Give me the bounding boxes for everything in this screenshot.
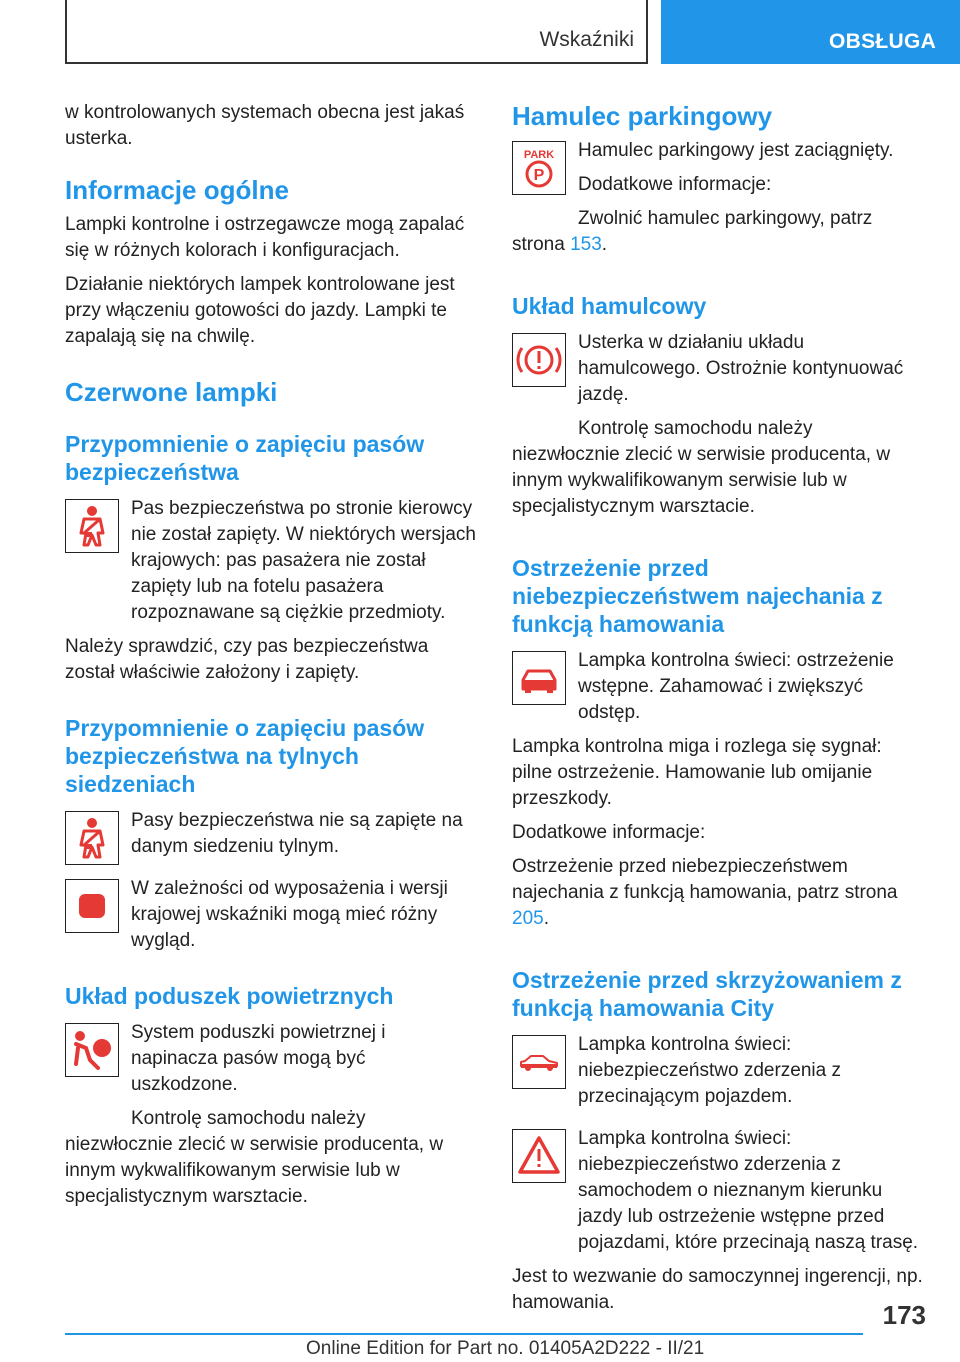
rear-seatbelt-icon — [65, 811, 119, 865]
airbag-block — [65, 1020, 477, 1098]
crossing-block-1 — [512, 1032, 924, 1110]
crossing-text-2: Lampka kontrolna świeci: niebezpieczeństwo zderzenia z samochodem o nieznanym kierunku jazdy lub ostrzeżenie wstępne przed pojazdami, które przecinają naszą trasę. — [578, 1128, 919, 1253]
rear-seatbelt-text-2: W zależności od wyposażenia i wersji krajowej wskaźniki mogą mieć różny wygląd. — [131, 878, 448, 951]
left-column — [65, 100, 477, 1218]
brake-system-text-1: Usterka w działaniu układu hamulcowego. Ostrożnie kontynuować jazdę. — [578, 332, 904, 405]
crossing-text-1: Lampka kontrolna świeci: niebezpieczeństwo zderzenia z przecinającym pojazdem. — [578, 1034, 841, 1107]
heading-airbag: Układ poduszek powietrznych — [65, 983, 394, 1009]
parking-brake-icon — [512, 141, 566, 195]
seatbelt-icon — [65, 499, 119, 553]
car-front-icon — [512, 651, 566, 705]
page-link-153[interactable]: 153 — [570, 234, 602, 255]
parking-brake-text-2: Dodatkowe informacje: — [578, 174, 772, 195]
right-column — [512, 100, 924, 1324]
svg-text:PARK: PARK — [523, 149, 555, 161]
brake-warning-icon — [512, 333, 566, 387]
footer-edition: Online Edition for Part no. 01405A2D222 - II/21 — [306, 1338, 705, 1359]
svg-text:P: P — [533, 167, 545, 184]
general-paragraph-1: Lampki kontrolne i ostrzegawcze mogą zapalać się w różnych kolorach i konfiguracjach. — [65, 214, 465, 261]
rear-seatbelt-block-2 — [65, 876, 477, 954]
crossing-block-2 — [512, 1126, 924, 1256]
page-number: 173 — [882, 1300, 926, 1330]
page-link-205[interactable]: 205 — [512, 908, 544, 929]
crossing-text-3: Jest to wezwanie do samoczynnej ingerencji, np. hamowania. — [512, 1266, 923, 1313]
airbag-text-2: Kontrolę samochodu należy niezwłocznie zlecić w serwisie producenta, w innym wykwalifikowanym serwisie lub w specjalistycznym warsztacie. — [65, 1108, 444, 1207]
collision-text-2: Lampka kontrolna miga i rozlega się sygnał: pilne ostrzeżenie. Hamowanie lub omijanie przeszkody. — [512, 736, 882, 809]
header-box — [65, 0, 648, 64]
seatbelt-block — [65, 496, 477, 626]
collision-block — [512, 648, 924, 726]
general-paragraph-2: Działanie niektórych lampek kontrolowane jest przy włączeniu gotowości do jazdy. Lampki te zapalają się na chwilę. — [65, 274, 455, 347]
airbag-icon — [65, 1023, 119, 1077]
collision-text-1: Lampka kontrolna świeci: ostrzeżenie wstępne. Zahamować i zwiększyć odstęp. — [578, 650, 894, 723]
seat-indicator-icon — [65, 879, 119, 933]
brake-system-text-2: Kontrolę samochodu należy niezwłocznie zlecić w serwisie producenta, w innym wykwalifikowanym serwisie lub w specjalistycznym warsztacie. — [512, 418, 891, 517]
rear-seatbelt-block-1 — [65, 808, 477, 868]
airbag-text-1: System poduszki powietrznej i napinacza pasów mogą być uszkodzone. — [131, 1022, 386, 1095]
heading-seatbelt: Przypomnienie o zapięciu pasów bezpieczeństwa — [65, 431, 425, 485]
heading-collision-warning: Ostrzeżenie przed niebezpieczeństwem najechania z funkcją hamowania — [512, 555, 883, 637]
section-tab[interactable]: OBSŁUGA — [661, 0, 960, 64]
heading-rear-seatbelt: Przypomnienie o zapięciu pasów bezpieczeństwa na tylnych siedzeniach — [65, 715, 425, 797]
warning-triangle-icon — [512, 1129, 566, 1183]
collision-text-3: Dodatkowe informacje: — [512, 822, 706, 843]
heading-parking-brake: Hamulec parkingowy — [512, 101, 773, 131]
heading-crossing-warning: Ostrzeżenie przed skrzyżowaniem z funkcją hamowania City — [512, 967, 902, 1021]
car-side-icon — [512, 1035, 566, 1089]
brake-system-block — [512, 330, 924, 408]
parking-brake-block — [512, 138, 924, 198]
parking-brake-text-1: Hamulec parkingowy jest zaciągnięty. — [578, 140, 894, 161]
seatbelt-text-1: Pas bezpieczeństwa po stronie kierowcy nie został zapięty. W niektórych wersjach krajowych: pas pasażera nie został zapięty lub na fotelu pasażera rozpoznawane są ciężkie przedmioty. — [131, 498, 476, 623]
heading-red-lamps: Czerwone lampki — [65, 377, 278, 407]
rear-seatbelt-text-1: Pasy bezpieczeństwa nie są zapięte na danym siedzeniu tylnym. — [131, 810, 463, 857]
parking-brake-text-3: Zwolnić hamulec parkingowy, patrz strona 153. — [512, 208, 873, 255]
heading-brake-system: Układ hamulcowy — [512, 293, 707, 319]
footer-divider — [65, 1333, 863, 1335]
seatbelt-text-2: Należy sprawdzić, czy pas bezpieczeństwa został właściwie założony i zapięty. — [65, 636, 429, 683]
heading-general: Informacje ogólne — [65, 175, 289, 205]
intro-text: w kontrolowanych systemach obecna jest jakaś usterka. — [65, 102, 465, 149]
collision-text-4: Ostrzeżenie przed niebezpieczeństwem najechania z funkcją hamowania, patrz strona 205. — [512, 856, 898, 929]
header-title: Wskaźniki — [539, 28, 634, 51]
